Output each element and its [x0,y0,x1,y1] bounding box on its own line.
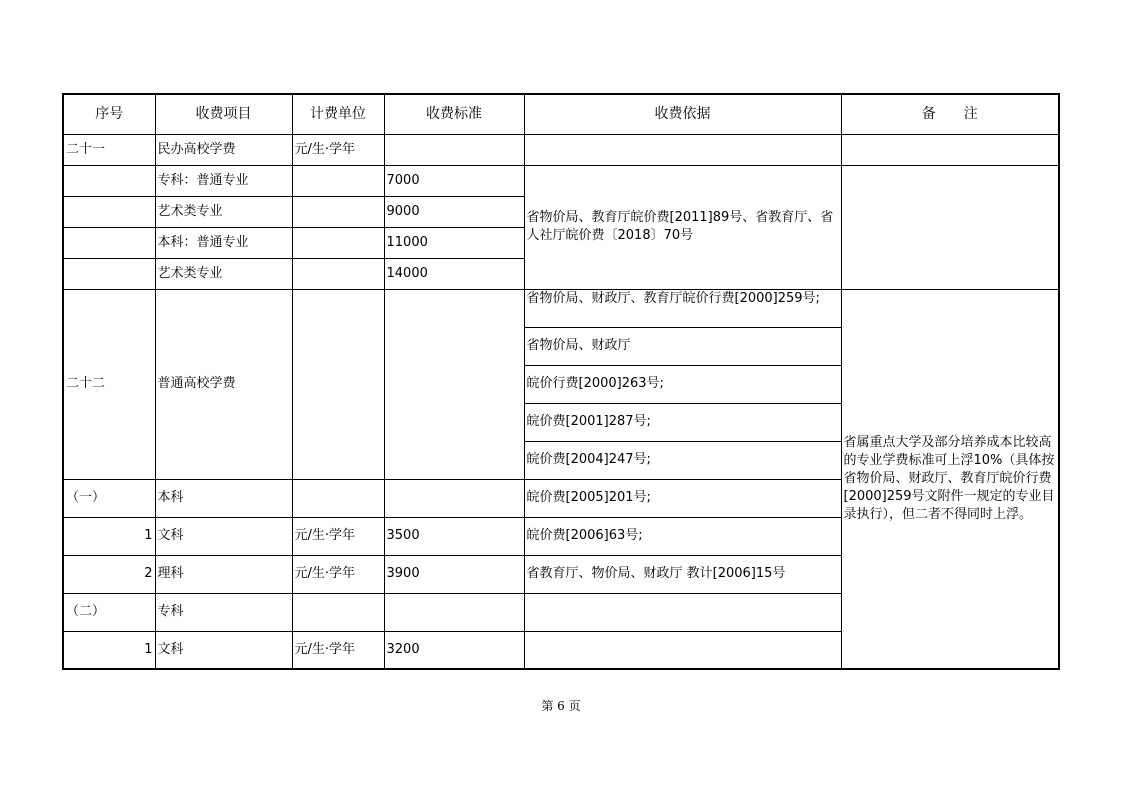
basis-cell [524,134,841,165]
unit-cell: 元/生·学年 [292,555,384,593]
standard-cell: 14000 [384,258,524,289]
standard-cell [384,289,524,479]
remark-cell [841,134,1059,165]
item-cell: 艺术类专业 [155,258,292,289]
seq-cell: 1 [63,517,155,555]
table-row [63,289,1059,327]
seq-cell [63,258,155,289]
standard-cell: 3200 [384,631,524,669]
item-cell: 专科：普通专业 [155,165,292,196]
seq-cell [63,165,155,196]
unit-cell [292,593,384,631]
table-row [63,134,1059,165]
basis-cell: 皖价费[2001]287号; [524,403,841,441]
seq-cell: （一） [63,479,155,517]
item-cell: 文科 [155,631,292,669]
basis-cell: 皖价费[2005]201号; [524,479,841,517]
basis-cell: 皖价费[2004]247号; [524,441,841,479]
seq-cell: 2 [63,555,155,593]
item-cell: 普通高校学费 [155,289,292,479]
standard-cell: 3900 [384,555,524,593]
header-item: 收费项目 [155,94,292,134]
header-seq: 序号 [63,94,155,134]
item-cell: 本科：普通专业 [155,227,292,258]
header-unit: 计费单位 [292,94,384,134]
basis-cell: 省物价局、财政厅 [524,327,841,365]
seq-cell [63,196,155,227]
standard-cell [384,593,524,631]
standard-cell: 11000 [384,227,524,258]
page-number: 第 6 页 [541,699,581,713]
standard-cell: 7000 [384,165,524,196]
standard-cell [384,134,524,165]
table-row [63,165,1059,196]
basis-cell: 省物价局、财政厅、教育厅皖价行费[2000]259号; [524,289,841,327]
unit-cell [292,289,384,479]
seq-cell: （二） [63,593,155,631]
remark-cell [841,165,1059,289]
item-cell: 本科 [155,479,292,517]
seq-cell [63,227,155,258]
item-cell: 文科 [155,517,292,555]
header-remark: 备 注 [841,94,1059,134]
unit-cell: 元/生·学年 [292,631,384,669]
item-cell: 专科 [155,593,292,631]
seq-cell: 1 [63,631,155,669]
unit-cell [292,196,384,227]
basis-cell [524,631,841,669]
item-cell: 理科 [155,555,292,593]
fee-table [62,93,1060,670]
seq-cell: 二十一 [63,134,155,165]
basis-cell: 皖价费[2006]63号; [524,517,841,555]
standard-cell: 3500 [384,517,524,555]
header-standard: 收费标准 [384,94,524,134]
unit-cell [292,227,384,258]
basis-cell: 省物价局、教育厅皖价费[2011]89号、省教育厅、省人社厅皖价费〔2018〕70号 [524,165,841,289]
header-basis: 收费依据 [524,94,841,134]
unit-cell: 元/生·学年 [292,134,384,165]
unit-cell [292,165,384,196]
seq-cell: 二十二 [63,289,155,479]
basis-cell [524,593,841,631]
basis-cell: 省教育厅、物价局、财政厅 教计[2006]15号 [524,555,841,593]
standard-cell: 9000 [384,196,524,227]
header-row [63,94,1059,134]
unit-cell [292,479,384,517]
item-cell: 艺术类专业 [155,196,292,227]
item-cell: 民办高校学费 [155,134,292,165]
unit-cell [292,258,384,289]
basis-cell: 皖价行费[2000]263号; [524,365,841,403]
standard-cell [384,479,524,517]
unit-cell: 元/生·学年 [292,517,384,555]
remark-cell: 省属重点大学及部分培养成本比较高的专业学费标准可上浮10%（具体按省物价局、财政厅、教育厅皖价行费[2000]259号文附件一规定的专业目录执行），但二者不得同时上浮。 [841,289,1059,669]
